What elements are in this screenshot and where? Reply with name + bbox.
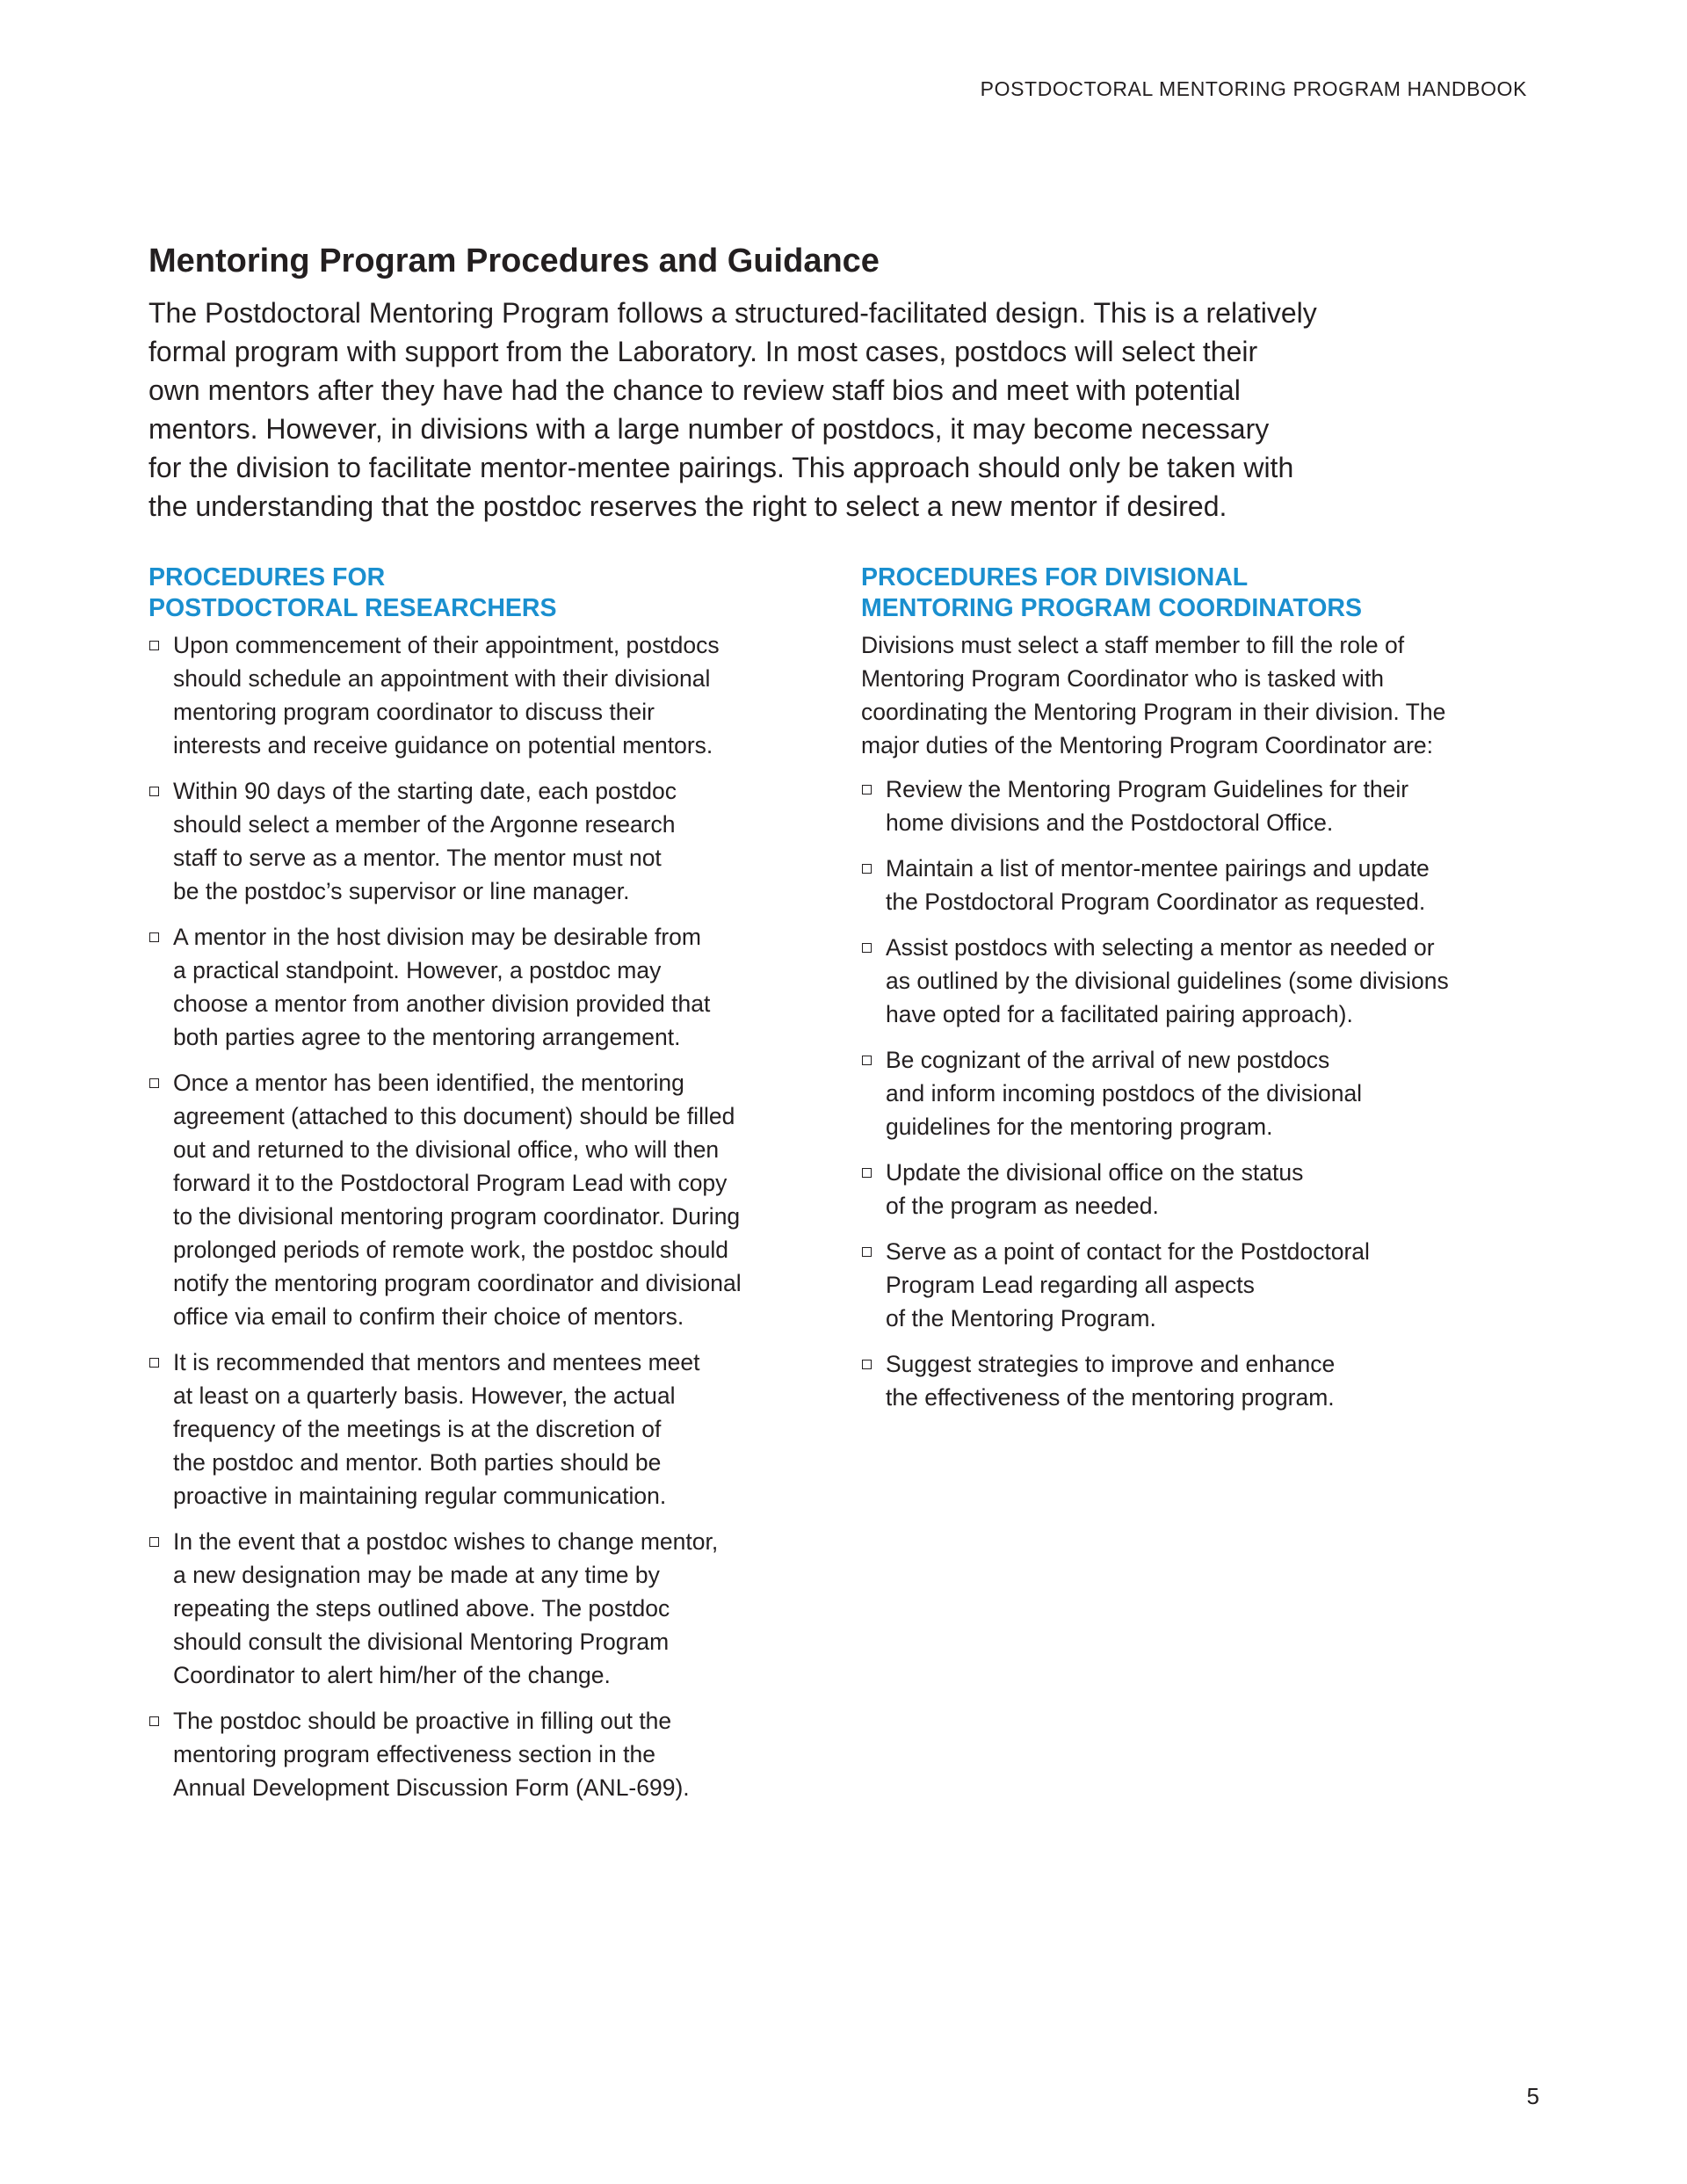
list-item xyxy=(148,1346,834,1513)
list-item xyxy=(861,773,1529,839)
postdoc-procedures-column xyxy=(148,562,834,1817)
item-line: be the postdoc’s supervisor or line manager. xyxy=(173,878,630,904)
list-item xyxy=(148,1525,834,1692)
checkbox-bullet-icon xyxy=(862,864,872,874)
item-line: both parties agree to the mentoring arrangement. xyxy=(173,1024,681,1050)
intro-line: Divisions must select a staff member to fill the role of xyxy=(861,632,1405,658)
item-line: should schedule an appointment with their divisional xyxy=(173,665,711,692)
list-item xyxy=(148,920,834,1054)
item-line: a new designation may be made at any time by xyxy=(173,1562,660,1588)
intro-line: major duties of the Mentoring Program Coordinator are: xyxy=(861,732,1434,758)
postdoc-procedures-list xyxy=(148,628,834,1804)
list-item xyxy=(861,1235,1529,1335)
intro-line: for the division to facilitate mentor-mentee pairings. This approach should only be taken with xyxy=(148,452,1294,483)
item-line: out and returned to the divisional office, who will then xyxy=(173,1136,720,1163)
item-line: Review the Mentoring Program Guidelines for their xyxy=(886,776,1409,802)
item-line: agreement (attached to this document) should be filled xyxy=(173,1103,735,1129)
item-line: should select a member of the Argonne research xyxy=(173,811,676,838)
item-line: interests and receive guidance on potential mentors. xyxy=(173,732,713,758)
intro-line: coordinating the Mentoring Program in their division. The xyxy=(861,699,1446,725)
intro-paragraph xyxy=(148,294,1423,526)
item-line: Program Lead regarding all aspects xyxy=(886,1272,1255,1298)
item-line: Assist postdocs with selecting a mentor as needed or xyxy=(886,934,1435,961)
coordinator-intro-paragraph xyxy=(861,628,1529,762)
item-line: Update the divisional office on the status xyxy=(886,1159,1304,1186)
heading-line: PROCEDURES FOR xyxy=(148,563,386,591)
item-line: Once a mentor has been identified, the mentoring xyxy=(173,1070,684,1096)
item-line: Annual Development Discussion Form (ANL-699). xyxy=(173,1774,690,1801)
item-line: choose a mentor from another division provided that xyxy=(173,990,711,1017)
list-item xyxy=(861,931,1529,1031)
item-line: Serve as a point of contact for the Postdoctoral xyxy=(886,1238,1370,1265)
item-line: the Postdoctoral Program Coordinator as requested. xyxy=(886,889,1426,915)
heading-line: PROCEDURES FOR DIVISIONAL xyxy=(861,563,1249,591)
item-line: In the event that a postdoc wishes to change mentor, xyxy=(173,1528,719,1555)
coordinator-procedures-heading xyxy=(861,562,1529,624)
item-line: proactive in maintaining regular communication. xyxy=(173,1483,667,1509)
checkbox-bullet-icon xyxy=(149,1078,159,1088)
item-line: The postdoc should be proactive in filling out the xyxy=(173,1708,672,1734)
item-line: guidelines for the mentoring program. xyxy=(886,1114,1273,1140)
list-item xyxy=(861,852,1529,918)
item-line: prolonged periods of remote work, the postdoc should xyxy=(173,1237,728,1263)
item-line: office via email to confirm their choice of mentors. xyxy=(173,1303,684,1330)
checkbox-bullet-icon xyxy=(149,787,159,796)
item-line: Be cognizant of the arrival of new postdocs xyxy=(886,1047,1330,1073)
item-line: and inform incoming postdocs of the divisional xyxy=(886,1080,1363,1107)
page-title: Mentoring Program Procedures and Guidance xyxy=(148,243,880,279)
intro-line: the understanding that the postdoc reserves the right to select a new mentor if desired. xyxy=(148,490,1227,522)
item-line: It is recommended that mentors and mentees meet xyxy=(173,1349,700,1375)
coordinator-procedures-column xyxy=(861,562,1529,1426)
checkbox-bullet-icon xyxy=(862,1056,872,1065)
item-line: repeating the steps outlined above. The postdoc xyxy=(173,1595,670,1622)
checkbox-bullet-icon xyxy=(862,1247,872,1257)
checkbox-bullet-icon xyxy=(862,1360,872,1369)
item-line: mentoring program effectiveness section in the xyxy=(173,1741,655,1767)
item-line: A mentor in the host division may be desirable from xyxy=(173,924,701,950)
item-line: Maintain a list of mentor-mentee pairings and update xyxy=(886,855,1430,882)
item-line: frequency of the meetings is at the discretion of xyxy=(173,1416,662,1442)
item-line: mentoring program coordinator to discuss their xyxy=(173,699,655,725)
list-item xyxy=(861,1156,1529,1223)
item-line: Suggest strategies to improve and enhance xyxy=(886,1351,1336,1377)
intro-line: The Postdoctoral Mentoring Program follows a structured-facilitated design. This is a relatively xyxy=(148,297,1317,329)
intro-line: own mentors after they have had the chance to review staff bios and meet with potential xyxy=(148,374,1241,406)
checkbox-bullet-icon xyxy=(862,943,872,953)
postdoc-procedures-heading xyxy=(148,562,834,624)
item-line: at least on a quarterly basis. However, the actual xyxy=(173,1382,676,1409)
item-line: staff to serve as a mentor. The mentor must not xyxy=(173,845,662,871)
coordinator-duties-list xyxy=(861,773,1529,1414)
list-item xyxy=(861,1347,1529,1414)
checkbox-bullet-icon xyxy=(862,1168,872,1178)
item-line: the effectiveness of the mentoring program. xyxy=(886,1384,1335,1411)
running-header: POSTDOCTORAL MENTORING PROGRAM HANDBOOK xyxy=(980,77,1527,100)
item-line: as outlined by the divisional guidelines (some divisions xyxy=(886,968,1449,994)
heading-line: POSTDOCTORAL RESEARCHERS xyxy=(148,594,557,622)
list-item xyxy=(148,1066,834,1333)
intro-line: Mentoring Program Coordinator who is tasked with xyxy=(861,665,1385,692)
item-line: of the program as needed. xyxy=(886,1193,1159,1219)
list-item xyxy=(861,1043,1529,1143)
item-line: to the divisional mentoring program coordinator. During xyxy=(173,1203,741,1230)
item-line: the postdoc and mentor. Both parties should be xyxy=(173,1449,662,1476)
checkbox-bullet-icon xyxy=(149,1716,159,1726)
list-item xyxy=(148,774,834,908)
item-line: a practical standpoint. However, a postdoc may xyxy=(173,957,662,983)
checkbox-bullet-icon xyxy=(149,1537,159,1547)
page-number: 5 xyxy=(1526,2083,1539,2109)
list-item xyxy=(148,628,834,762)
item-line: have opted for a facilitated pairing approach). xyxy=(886,1001,1353,1027)
intro-line: formal program with support from the Laboratory. In most cases, postdocs will select their xyxy=(148,336,1258,367)
heading-line: MENTORING PROGRAM COORDINATORS xyxy=(861,594,1363,622)
item-line: should consult the divisional Mentoring Program xyxy=(173,1629,670,1655)
item-line: Within 90 days of the starting date, each postdoc xyxy=(173,778,677,804)
checkbox-bullet-icon xyxy=(149,1358,159,1368)
item-line: Upon commencement of their appointment, postdocs xyxy=(173,632,720,658)
item-line: home divisions and the Postdoctoral Office. xyxy=(886,809,1334,836)
checkbox-bullet-icon xyxy=(862,785,872,795)
item-line: forward it to the Postdoctoral Program Lead with copy xyxy=(173,1170,728,1196)
checkbox-bullet-icon xyxy=(149,641,159,650)
intro-line: mentors. However, in divisions with a large number of postdocs, it may become necessary xyxy=(148,413,1270,445)
list-item xyxy=(148,1704,834,1804)
item-line: notify the mentoring program coordinator and divisional xyxy=(173,1270,742,1296)
item-line: of the Mentoring Program. xyxy=(886,1305,1156,1331)
item-line: Coordinator to alert him/her of the change. xyxy=(173,1662,611,1688)
checkbox-bullet-icon xyxy=(149,932,159,942)
